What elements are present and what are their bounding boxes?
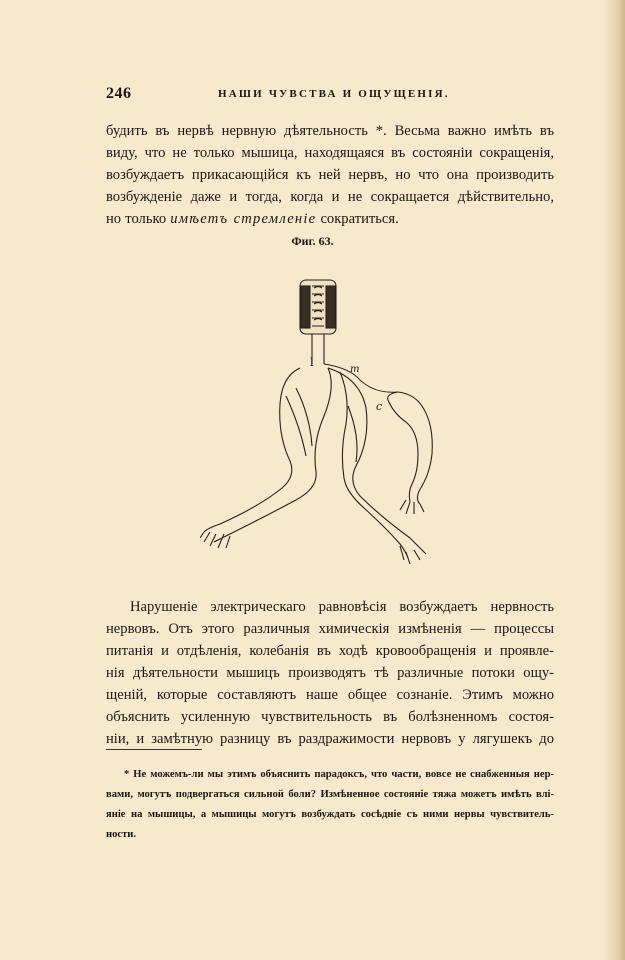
nerve-fiber bbox=[324, 364, 398, 392]
paragraph-1-line-5 bbox=[106, 208, 554, 230]
emphasized-phrase: имѣетъ стремленіе bbox=[170, 211, 317, 227]
footnote-line-3: яніе на мышицы, а мышицы могутъ возбуждать сосѣдніе съ ними нервы чувствитель- bbox=[106, 809, 554, 820]
label-l: l bbox=[310, 356, 314, 369]
paragraph-1-line-4: возбужденіе даже и тогда, когда и не сокращается дѣйствительно, bbox=[106, 189, 554, 205]
detached-muscle-drawing bbox=[388, 392, 433, 514]
running-title: НАШИ ЧУВСТВА И ОЩУЩЕНІЯ. bbox=[218, 88, 450, 100]
line-5-end: сократиться. bbox=[316, 211, 399, 227]
paragraph-2-line-6: объяснить усиленную чувствительность въ болѣзненномъ состоя- bbox=[106, 709, 554, 725]
footnote-line-4: ности. bbox=[106, 829, 137, 840]
paragraph-1-line-2: виду, что не только мышица, находящаяся въ состояніи сокращенія, bbox=[106, 145, 554, 161]
page-number: 246 bbox=[106, 85, 132, 102]
paragraph-1-line-1: будить въ нервѣ нервную дѣятельность *. Весьма важно имѣть въ bbox=[106, 123, 554, 139]
paragraph-2 bbox=[106, 596, 554, 750]
line-5-start: но только bbox=[106, 211, 171, 227]
left-leg-drawing bbox=[200, 368, 331, 548]
label-m: m bbox=[350, 364, 360, 375]
footnote bbox=[106, 765, 554, 845]
paragraph-2-line-2: нервовъ. Отъ этого различныя химическія измѣненія — процессы bbox=[106, 621, 554, 637]
paragraph-2-line-3: питанія и отдѣленія, колебанія въ ходѣ кровообращенія и проявле- bbox=[106, 643, 554, 659]
figure-frog-legs-illustration bbox=[200, 276, 460, 566]
figure-caption: Фиг. 63. bbox=[291, 234, 334, 248]
page-header bbox=[106, 85, 554, 107]
footnote-line-1: * Не можемъ-ли мы этимъ объяснить парадоксъ, что части, вовсе не снабженныя нер- bbox=[124, 769, 554, 780]
paragraph-2-line-5: щеній, которые составляютъ наше общее сознаніе. Этимъ можно bbox=[106, 687, 554, 703]
paragraph-2-line-1: Нарушеніе электрическаго равновѣсія возбуждаетъ нервность bbox=[130, 599, 554, 615]
paragraph-1-line-3: возбуждаетъ прикасающійся къ ней нервъ, но что она производить bbox=[106, 167, 554, 183]
paragraph-2-line-7: ніи, и замѣтную разницу въ раздражимости нервовъ у лягушекъ до bbox=[106, 731, 554, 747]
footnote-line-2: вами, могутъ подвергаться сильной боли? Измѣненное состояніе тяжа можетъ имѣть влі- bbox=[106, 789, 554, 800]
paragraph-1 bbox=[106, 120, 554, 230]
right-leg-drawing bbox=[328, 368, 426, 564]
paragraph-2-line-4: нія дѣятельности мышицъ производятъ тѣ различные потоки ощу- bbox=[106, 665, 554, 681]
label-c: c bbox=[376, 400, 383, 413]
spinal-column-drawing bbox=[300, 280, 336, 364]
page-edge-shadow bbox=[603, 0, 625, 960]
footnote-divider bbox=[106, 749, 202, 750]
